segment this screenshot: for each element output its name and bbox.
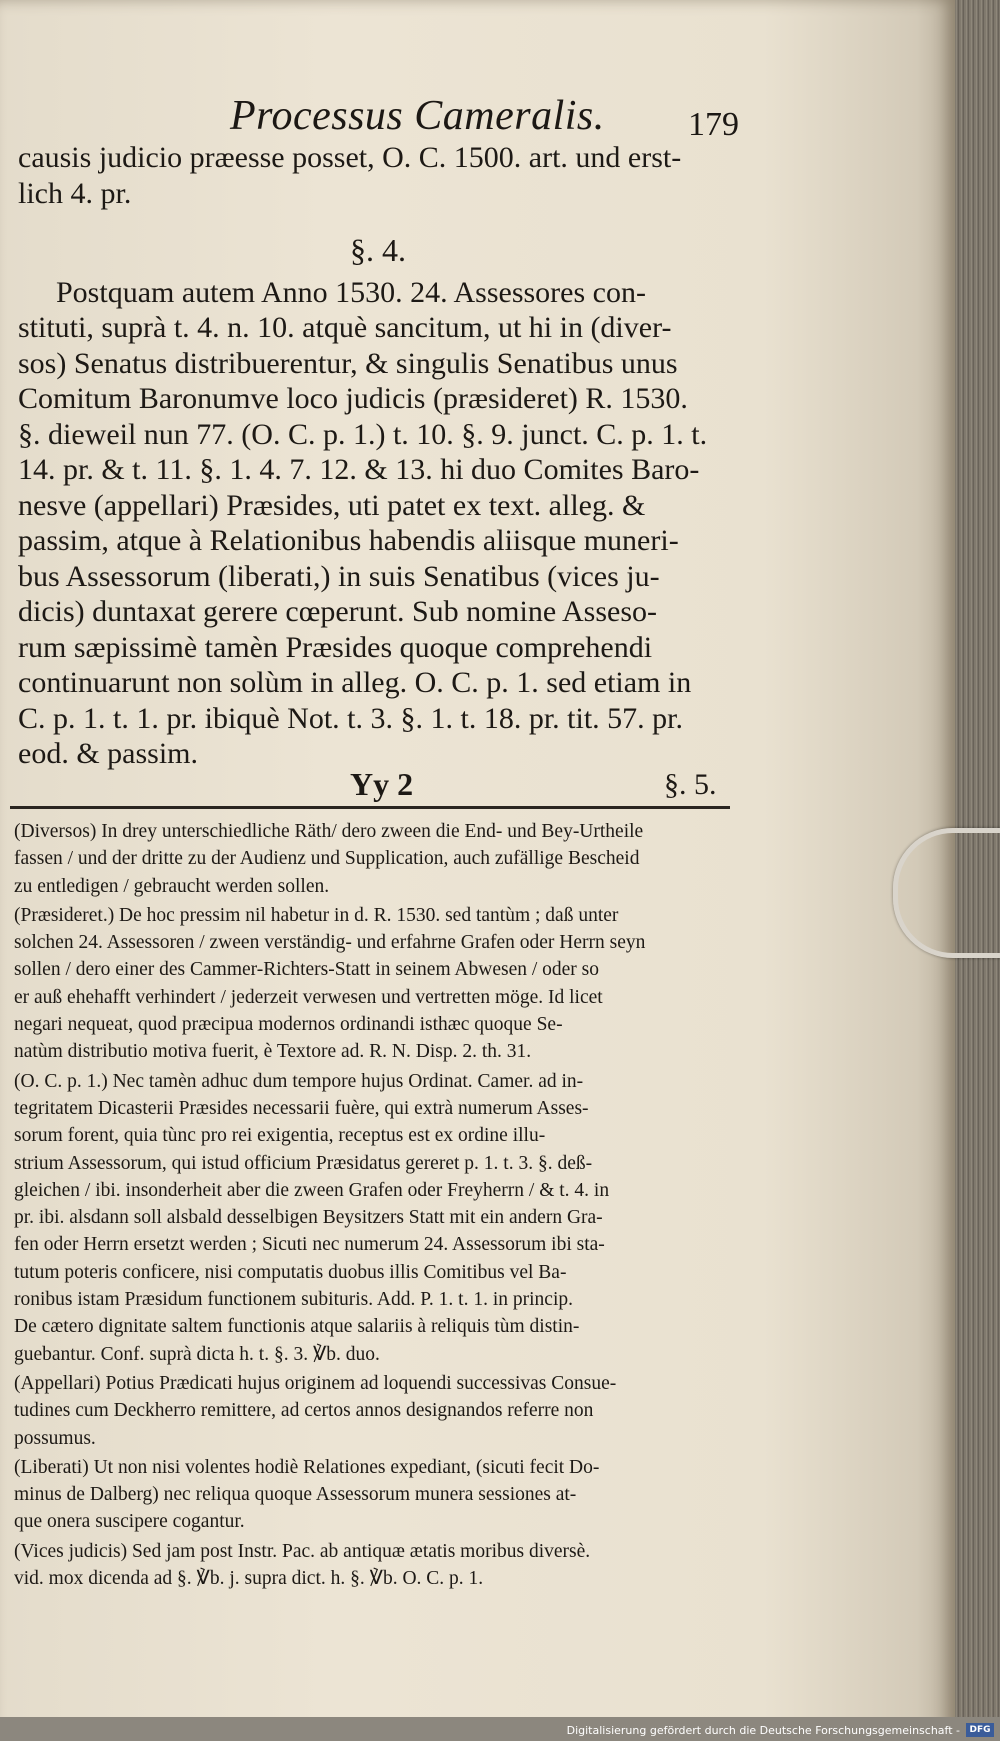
signature-mark: Yy 2 (350, 766, 414, 802)
footnote-line: (O. C. p. 1.) Nec tamèn adhuc dum tempore hujus Ordinat. Camer. ad in- (14, 1070, 584, 1092)
digitization-credit: Digitalisierung gefördert durch die Deutsche Forschungsgemeinschaft - (566, 1724, 960, 1737)
footnote-line: (Appellari) Potius Prædicati hujus originem ad loquendi successivas Consue- (14, 1372, 617, 1394)
text-line: nesve (appellari) Præsides, uti patet ex text. alleg. & (18, 488, 646, 522)
text-line: Comitum Baronumve loco judicis (præsideret) R. 1530. (18, 382, 688, 415)
footnote-liberati (14, 1454, 732, 1536)
text-line: continuarunt non solùm in alleg. O. C. p. 1. sed etiam in (18, 666, 692, 699)
footnote-line: sorum forent, quia tùnc pro rei exigentia, receptus est ex ordine illu- (14, 1125, 546, 1147)
text-line: stituti, suprà t. 4. n. 10. atquè sancitum, ut hi in (diver- (18, 311, 672, 344)
section-heading: §. 4. (350, 232, 406, 268)
footnote-line: strium Assessorum, qui istud officium Præsidatus gereret p. 1. t. 3. §. deß- (14, 1152, 593, 1174)
footnote-line: pr. ibi. alsdann soll alsbald desselbigen Beysitzers Statt mit ein andern Gra- (14, 1207, 603, 1229)
footnote-line: fen oder Herrn ersetzt werden ; Sicuti nec numerum 24. Assessorum ibi sta- (14, 1234, 605, 1256)
text-line: dicis) duntaxat gerere cœperunt. Sub nomine Asseso- (18, 595, 658, 628)
footnote-line: (Diversos) In drey unterschiedliche Räth/ dero zween die End- und Bey-Urtheile (14, 821, 644, 842)
footnote-line: negari nequeat, quod præcipua modernos ordinandi isthæc quoque Se- (14, 1014, 563, 1036)
text-line: lich 4. pr. (18, 176, 132, 210)
footnote-line: (Præsideret.) De hoc pressim nil habetur in d. R. 1530. sed tantùm ; daß unter (14, 904, 619, 926)
footnote-line: sollen / dero einer des Cammer-Richters-Statt in seinem Abwesen / oder so (14, 959, 600, 981)
footnote-line: ronibus istam Præsidum functionem subituris. Add. P. 1. t. 1. in princip. (14, 1289, 574, 1311)
running-title: Processus Cameralis. (230, 93, 605, 139)
text-line: eod. & passim. (18, 737, 198, 770)
footnote-line: zu entledigen / gebraucht werden sollen. (14, 875, 330, 897)
text-line: rum sæpissimè tamèn Præsides quoque comprehendi (18, 630, 653, 664)
footnote-praesideret (14, 902, 732, 1066)
dfg-logo: DFG (966, 1723, 994, 1737)
footnotes (14, 818, 732, 1594)
catchword: §. 5. (664, 768, 717, 801)
footnote-line: De cætero dignitate saltem functionis atque salariis à reliquis tùm distin- (14, 1316, 580, 1338)
book-clip (893, 828, 1000, 958)
text-line: Postquam autem Anno 1530. 24. Assessores con- (56, 275, 646, 309)
footnote-line: gleichen / ibi. insonderheit aber die zween Grafen oder Freyherrn / & t. 4. in (14, 1179, 610, 1201)
text-line: C. p. 1. t. 1. pr. ibiquè Not. t. 3. §. 1. t. 18. pr. tit. 57. pr. (18, 701, 684, 735)
footnote-line: guebantur. Conf. suprà dicta h. t. §. 3. ℣b. duo. (14, 1343, 380, 1365)
footnote-line: (Liberati) Ut non nisi volentes hodiè Relationes expediant, (sicuti fecit Do- (14, 1456, 600, 1478)
footnote-vices-judicis (14, 1538, 732, 1593)
footnote-line: que onera suscipere cogantur. (14, 1511, 245, 1533)
footnote-oc-p1 (14, 1068, 732, 1368)
main-text-block (18, 140, 738, 772)
footnote-appellari (14, 1370, 732, 1452)
footnote-line: tudines cum Deckherro remittere, ad certos annos designandos referre non (14, 1400, 594, 1422)
footer-strip (0, 1717, 1000, 1741)
footnote-rule (10, 806, 730, 809)
text-line: causis judicio præesse posset, O. C. 1500. art. und erst- (18, 141, 682, 174)
footnote-line: natùm distributio motiva fuerit, è Textore ad. R. N. Disp. 2. th. 31. (14, 1041, 532, 1063)
footnote-line: possumus. (14, 1427, 96, 1449)
footnote-line: minus de Dalberg) nec reliqua quoque Assessorum munera sessiones at- (14, 1484, 577, 1506)
footnote-line: vid. mox dicenda ad §. ℣b. j. supra dict. h. §. ℣b. O. C. p. 1. (14, 1568, 484, 1590)
footnote-line: fassen / und der dritte zu der Audienz und Supplication, auch zufällige Bescheid (14, 848, 640, 870)
text-line: bus Assessorum (liberati,) in suis Senatibus (vices ju- (18, 559, 660, 593)
text-line: 14. pr. & t. 11. §. 1. 4. 7. 12. & 13. hi duo Comites Baro- (18, 453, 700, 486)
footnote-line: tegritatem Dicasterii Præsides necessarii fuère, qui extrà numerum Asses- (14, 1097, 589, 1119)
text-line: sos) Senatus distribuerentur, & singulis Senatibus unus (18, 346, 678, 380)
footnote-line: solchen 24. Assessoren / zween verständig- und erfahrne Grafen oder Herrn seyn (14, 932, 646, 954)
footnote-line: tutum poteris conficere, nisi computatis duobus illis Comitibus vel Ba- (14, 1261, 567, 1283)
main-paragraph (18, 275, 738, 772)
footnote-diversos (14, 818, 732, 900)
text-line: §. dieweil nun 77. (O. C. p. 1.) t. 10. §. 9. junct. C. p. 1. t. (18, 417, 708, 451)
footnote-line: (Vices judicis) Sed jam post Instr. Pac. ab antiquæ ætatis moribus diversè. (14, 1540, 591, 1562)
page-number: 179 (688, 106, 739, 143)
footnote-line: er auß ehehafft verhindert / jederzeit verwesen und vertretten möge. Id licet (14, 986, 603, 1008)
text-line: passim, atque à Relationibus habendis aliisque muneri- (18, 524, 679, 557)
